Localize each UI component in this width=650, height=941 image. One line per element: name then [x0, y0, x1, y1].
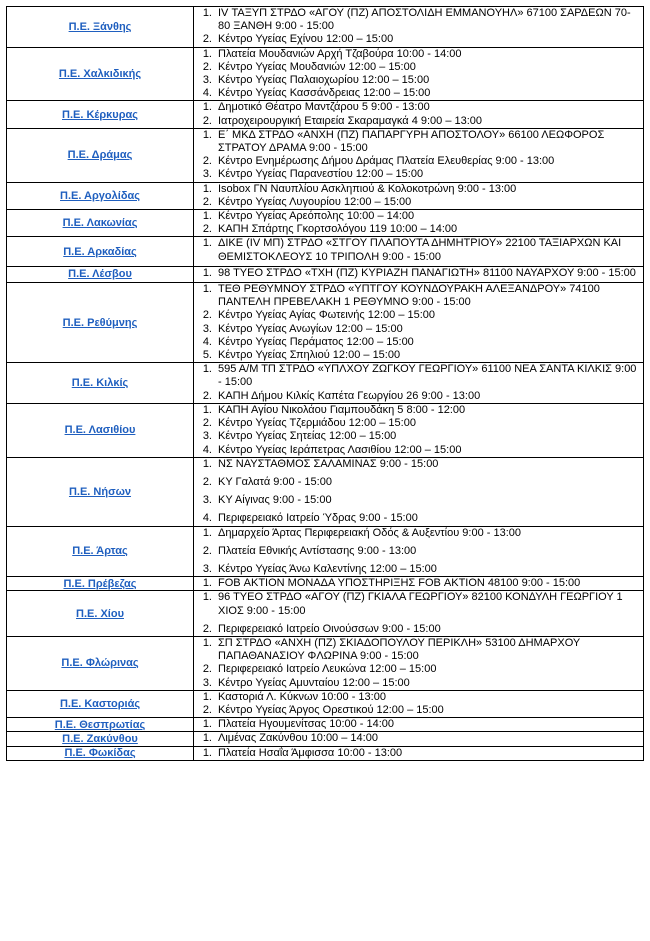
- item-number: 2.: [202, 417, 212, 430]
- location-item: [202, 87, 639, 100]
- locations-list: [194, 210, 643, 236]
- item-number: 2.: [202, 544, 212, 557]
- location-text: Κέντρο Υγείας Ιεράπετρας Λασιθίου 12:00 – 15:00: [218, 443, 462, 456]
- item-number: 3.: [202, 322, 212, 335]
- location-text: Κέντρο Υγείας Άργος Ορεστικού 12:00 – 15:00: [218, 703, 444, 716]
- locations-cell: [194, 7, 644, 48]
- table-row: [7, 732, 644, 746]
- locations-list: [194, 237, 643, 263]
- item-number: 1.: [202, 636, 212, 649]
- item-number: 1.: [202, 718, 212, 731]
- locations-list: [194, 718, 643, 731]
- locations-cell: [194, 237, 644, 266]
- item-number: 1.: [202, 7, 212, 19]
- location-text: Πλατεία Μουδανιών Αρχή Τζαβούρα 10:00 - 14:00: [218, 47, 462, 60]
- location-text: Κέντρο Υγείας Ανωγίων 12:00 – 15:00: [218, 322, 403, 335]
- unit-link[interactable]: Π.Ε. Πρέβεζας: [63, 577, 137, 590]
- location-text: Κέντρο Υγείας Μουδανιών 12:00 – 15:00: [218, 60, 416, 73]
- item-number: 2.: [202, 33, 212, 46]
- item-number: 3.: [202, 494, 212, 507]
- location-item: [202, 746, 639, 760]
- location-text: ΚΑΠΗ Σπάρτης Γκορτσολόγου 119 10:00 – 14:00: [218, 223, 458, 236]
- location-item: [202, 60, 639, 74]
- table-row: [7, 128, 644, 182]
- location-item: [202, 266, 639, 280]
- unit-link[interactable]: Π.Ε. Χίου: [76, 607, 124, 620]
- location-item: [202, 718, 639, 731]
- location-text: 595 Α/Μ ΤΠ ΣΤΡΔΟ «ΥΠΛΧΟΥ ΖΩΓΚΟΥ ΓΕΩΡΓΙΟΥ» 61100 ΝΕΑ ΣΑΝΤΑ ΚΙΛΚΙΣ 9:00 - 15:00: [218, 363, 637, 389]
- location-item: [202, 577, 639, 590]
- location-item: [202, 335, 639, 349]
- locations-cell: [194, 636, 644, 690]
- unit-cell: [7, 526, 194, 577]
- table-row: [7, 182, 644, 209]
- location-item: [202, 494, 639, 507]
- location-text: ΚΑΠΗ Αγίου Νικολάου Γιαμπουδάκη 5 8:00 - 12:00: [218, 403, 466, 416]
- item-number: 2.: [202, 195, 212, 208]
- locations-cell: [194, 690, 644, 717]
- locations-cell: [194, 718, 644, 732]
- item-number: 1.: [202, 128, 212, 141]
- location-item: [202, 544, 639, 558]
- item-number: 1.: [202, 101, 212, 114]
- location-text: Κέντρο Υγείας Κασσάνδρειας 12:00 – 15:00: [218, 87, 431, 100]
- location-text: Ε΄ ΜΚΔ ΣΤΡΔΟ «ΑΝΧΗ (ΠΖ) ΠΑΠΑΡΓΥΡΗ ΑΠΟΣΤΟΛΟΥ» 66100 ΛΕΩΦΟΡΟΣ ΣΤΡΑΤΟΥ ΔΡΑΜΑ 9:00 - 15:00: [218, 128, 605, 155]
- locations-cell: [194, 403, 644, 457]
- location-item: [202, 363, 639, 389]
- locations-list: [194, 458, 643, 526]
- locations-list: [194, 48, 643, 101]
- location-item: [202, 7, 639, 33]
- location-item: [202, 210, 639, 223]
- unit-link[interactable]: Π.Ε. Δράμας: [67, 149, 133, 162]
- location-item: [202, 47, 639, 61]
- unit-cell: [7, 690, 194, 717]
- table-row: [7, 718, 644, 732]
- locations-cell: [194, 210, 644, 237]
- locations-list: [194, 637, 643, 690]
- location-item: [202, 430, 639, 443]
- table-row: [7, 577, 644, 591]
- location-item: [202, 417, 639, 430]
- locations-list: [194, 527, 643, 577]
- locations-list: [194, 591, 643, 636]
- item-number: 2.: [202, 663, 212, 676]
- item-number: 2.: [202, 622, 212, 635]
- item-number: 2.: [202, 60, 212, 73]
- table-row: [7, 591, 644, 637]
- location-item: [202, 322, 639, 336]
- locations-cell: [194, 101, 644, 128]
- table-row: [7, 7, 644, 48]
- vaccination-locations-document: [6, 6, 644, 761]
- unit-cell: [7, 591, 194, 637]
- location-text: Δημαρχείο Άρτας Περιφερειακή Οδός & Αυξεντίου 9:00 - 13:00: [218, 526, 521, 539]
- unit-cell: [7, 101, 194, 128]
- location-item: [202, 283, 639, 309]
- item-number: 1.: [202, 403, 212, 416]
- location-text: Κέντρο Υγείας Παρανεστίου 12:00 – 15:00: [218, 168, 424, 181]
- unit-link[interactable]: Π.Ε. Άρτας: [72, 545, 128, 558]
- locations-list: [194, 129, 643, 182]
- unit-link[interactable]: Π.Ε. Νήσων: [68, 485, 132, 498]
- location-item: [202, 168, 639, 181]
- unit-link[interactable]: Π.Ε. Αρκαδίας: [63, 245, 137, 258]
- location-text: FOB ΑΚΤΙΟΝ ΜΟΝΑΔΑ ΥΠΟΣΤΗΡΙΞΗΣ FOB ΑΚΤΙΟΝ 48100 9:00 - 15:00: [218, 577, 581, 590]
- location-item: [202, 182, 639, 196]
- locations-table-body: [7, 7, 644, 761]
- location-text: ΚΑΠΗ Δήμου Κιλκίς Καπέτα Γεωργίου 26 9:00 - 13:00: [218, 389, 481, 402]
- location-text: Κέντρο Ενημέρωσης Δήμου Δράμας Πλατεία Ελευθερίας 9:00 - 13:00: [218, 155, 555, 168]
- location-item: [202, 74, 639, 87]
- location-text: Λιμένας Ζακύνθου 10:00 – 14:00: [218, 732, 378, 745]
- item-number: 1.: [202, 182, 212, 195]
- location-text: Δημοτικό Θέατρο Μαντζάρου 5 9:00 - 13:00: [218, 101, 430, 114]
- location-item: [202, 676, 639, 690]
- item-number: 3.: [202, 168, 212, 181]
- unit-link[interactable]: Π.Ε. Κιλκίς: [71, 377, 129, 390]
- unit-cell: [7, 718, 194, 732]
- item-number: 1.: [202, 210, 212, 223]
- table-row: [7, 457, 644, 526]
- unit-link[interactable]: Π.Ε. Κέρκυρας: [62, 108, 138, 121]
- location-text: Κέντρο Υγείας Αγίας Φωτεινής 12:00 – 15:00: [218, 309, 436, 322]
- table-row: [7, 266, 644, 282]
- unit-cell: [7, 47, 194, 101]
- location-item: [202, 732, 639, 745]
- item-number: 2.: [202, 703, 212, 716]
- item-number: 1.: [202, 266, 212, 279]
- table-row: [7, 403, 644, 457]
- locations-list: [194, 267, 643, 280]
- locations-cell: [194, 591, 644, 637]
- table-row: [7, 363, 644, 404]
- location-text: Πλατεία Ηγουμενίτσας 10:00 - 14:00: [218, 718, 395, 731]
- location-item: [202, 526, 639, 540]
- unit-cell: [7, 266, 194, 282]
- location-text: ΤΕΘ ΡΕΘΥΜΝΟΥ ΣΤΡΔΟ «ΥΠΤΓΟΥ ΚΟΥΝΔΟΥΡΑΚΗ ΑΛΕΞΑΝΔΡΟΥ» 74100 ΠΑΝΤΕΛΗ ΠΡΕΒΕΛΑΚΗ 1 ΡΕΘΥΜΝΟ 9:00 - 15:00: [218, 283, 600, 309]
- table-row: [7, 746, 644, 760]
- table-row: [7, 690, 644, 717]
- table-row: [7, 210, 644, 237]
- locations-list: [194, 101, 643, 127]
- table-row: [7, 237, 644, 266]
- item-number: 4.: [202, 87, 212, 100]
- location-text: Πλατεία Ησαΐα Άμφισσα 10:00 - 13:00: [218, 746, 403, 759]
- locations-cell: [194, 746, 644, 760]
- unit-cell: [7, 457, 194, 526]
- unit-link[interactable]: Π.Ε. Λακωνίας: [62, 217, 138, 230]
- item-number: 2.: [202, 389, 212, 402]
- location-text: 96 ΤΥΕΟ ΣΤΡΔΟ «ΑΓΟΥ (ΠΖ) ΓΚΙΑΛΑ ΓΕΩΡΓΙΟΥ» 82100 ΚΟΝΔΥΛΗ ΓΕΩΡΓΙΟΥ 1 ΧΙΟΣ 9:00 - 15:00: [218, 591, 623, 617]
- unit-link[interactable]: Π.Ε. Καστοριάς: [59, 697, 141, 710]
- location-text: ΝΣ ΝΑΥΣΤΑΘΜΟΣ ΣΑΛΑΜΙΝΑΣ 9:00 - 15:00: [218, 457, 439, 470]
- location-text: IV ΤΑΞΥΠ ΣΤΡΔΟ «ΑΓΟΥ (ΠΖ) ΑΠΟΣΤΟΛΙΔΗ ΕΜΜΑΝΟΥΗΛ» 67100 ΣΑΡΔΕΩΝ 70-80 ΞΑΝΘΗ 9:00 - 15:00: [218, 7, 631, 33]
- item-number: 2.: [202, 475, 212, 488]
- location-text: Κέντρο Υγείας Εχίνου 12:00 – 15:00: [218, 33, 394, 46]
- item-number: 3.: [202, 562, 212, 575]
- locations-list: [194, 747, 643, 760]
- location-text: Κέντρο Υγείας Αμυνταίου 12:00 – 15:00: [218, 676, 410, 689]
- table-row: [7, 526, 644, 577]
- item-number: 2.: [202, 155, 212, 168]
- locations-cell: [194, 283, 644, 363]
- unit-cell: [7, 403, 194, 457]
- locations-cell: [194, 457, 644, 526]
- item-number: 1.: [202, 577, 212, 590]
- locations-cell: [194, 128, 644, 182]
- table-row: [7, 636, 644, 690]
- item-number: 1.: [202, 363, 212, 376]
- location-text: Isobox ΓΝ Ναυπλίου Ασκληπιού & Κολοκοτρώνη 9:00 - 13:00: [218, 182, 517, 195]
- location-item: [202, 309, 639, 322]
- locations-list: [194, 283, 643, 362]
- unit-link[interactable]: Π.Ε. Φλώρινας: [61, 657, 139, 670]
- unit-cell: [7, 636, 194, 690]
- item-number: 4.: [202, 512, 212, 525]
- location-item: [202, 389, 639, 403]
- locations-list: [194, 691, 643, 717]
- unit-link[interactable]: Π.Ε. Ζακύνθου: [62, 732, 138, 745]
- location-item: [202, 591, 639, 617]
- location-item: [202, 101, 639, 114]
- item-number: 2.: [202, 309, 212, 322]
- unit-cell: [7, 363, 194, 404]
- unit-link[interactable]: Π.Ε. Λασιθίου: [64, 424, 136, 437]
- location-item: [202, 155, 639, 168]
- unit-cell: [7, 577, 194, 591]
- locations-list: [194, 363, 643, 403]
- locations-list: [194, 404, 643, 457]
- unit-cell: [7, 746, 194, 760]
- table-row: [7, 283, 644, 363]
- location-text: Ιατροχειρουργική Εταιρεία Σκαραμαγκά 4 9:00 – 13:00: [218, 114, 483, 127]
- location-text: Περιφερειακό Ιατρείο Ύδρας 9:00 - 15:00: [218, 512, 418, 525]
- location-text: Κέντρο Υγείας Λυγουρίου 12:00 – 15:00: [218, 195, 412, 208]
- location-item: [202, 475, 639, 489]
- location-text: Κέντρο Υγείας Άνω Καλεντίνης 12:00 – 15:00: [218, 562, 437, 575]
- item-number: 1.: [202, 690, 212, 703]
- item-number: 3.: [202, 676, 212, 689]
- locations-list: [194, 577, 643, 590]
- location-text: Κέντρο Υγείας Περάματος 12:00 – 15:00: [218, 335, 414, 348]
- unit-cell: [7, 283, 194, 363]
- location-text: ΚΥ Γαλατά 9:00 - 15:00: [218, 475, 332, 488]
- unit-link[interactable]: Π.Ε. Χαλκιδικής: [58, 68, 142, 81]
- locations-cell: [194, 182, 644, 209]
- locations-list: [194, 732, 643, 745]
- locations-cell: [194, 577, 644, 591]
- item-number: 1.: [202, 47, 212, 60]
- location-item: [202, 622, 639, 636]
- location-text: ΚΥ Αίγινας 9:00 - 15:00: [218, 494, 332, 507]
- locations-cell: [194, 363, 644, 404]
- unit-cell: [7, 182, 194, 209]
- location-item: [202, 33, 639, 46]
- location-text: Περιφερειακό Ιατρείο Οινούσσων 9:00 - 15:00: [218, 622, 441, 635]
- location-text: 98 ΤΥΕΟ ΣΤΡΔΟ «ΤΧΗ (ΠΖ) ΚΥΡΙΑΖΗ ΠΑΝΑΓΙΩΤΗ» 81100 ΝΑΥΑΡΧΟΥ 9:00 - 15:00: [218, 266, 636, 279]
- location-item: [202, 114, 639, 128]
- location-item: [202, 223, 639, 236]
- locations-cell: [194, 266, 644, 282]
- locations-cell: [194, 732, 644, 746]
- unit-cell: [7, 128, 194, 182]
- item-number: 1.: [202, 732, 212, 745]
- item-number: 4.: [202, 443, 212, 456]
- item-number: 1.: [202, 457, 212, 470]
- item-number: 1.: [202, 591, 212, 604]
- location-item: [202, 443, 639, 457]
- location-text: ΣΠ ΣΤΡΔΟ «ΑΝΧΗ (ΠΖ) ΣΚΙΑΔΟΠΟΥΛΟΥ ΠΕΡΙΚΛΗ» 53100 ΔΗΜΑΡΧΟΥ ΠΑΠΑΘΑΝΑΣΙΟΥ ΦΛΩΡΙΝΑ 9:00 - 15:00: [218, 636, 581, 663]
- unit-cell: [7, 210, 194, 237]
- unit-cell: [7, 7, 194, 48]
- unit-link[interactable]: Π.Ε. Αργολίδας: [60, 189, 140, 202]
- item-number: 3.: [202, 74, 212, 87]
- item-number: 2.: [202, 114, 212, 127]
- item-number: 1.: [202, 237, 212, 250]
- table-row: [7, 47, 644, 101]
- location-item: [202, 562, 639, 576]
- item-number: 1.: [202, 746, 212, 759]
- unit-link[interactable]: Π.Ε. Ξάνθης: [68, 20, 132, 33]
- location-text: Περιφερειακό Ιατρείο Λευκώνα 12:00 – 15:00: [218, 663, 437, 676]
- location-text: Κέντρο Υγείας Τζερμιάδου 12:00 – 15:00: [218, 417, 416, 430]
- location-text: ΔΙΚΕ (IV ΜΠ) ΣΤΡΔΟ «ΣΤΓΟΥ ΠΛΑΠΟΥΤΑ ΔΗΜΗΤΡΙΟΥ» 22100 ΤΑΞΙΑΡΧΩΝ ΚΑΙ ΘΕΜΙΣΤΟΚΛΕΟΥΣ 10 ΤΡΙΠΟΛΗ 9:00 - 15:00: [218, 237, 622, 263]
- location-text: Κέντρο Υγείας Σπηλιού 12:00 – 15:00: [218, 349, 401, 362]
- location-text: Κέντρο Υγείας Αρεόπολης 10:00 – 14:00: [218, 210, 415, 223]
- locations-list: [194, 183, 643, 209]
- location-text: Κέντρο Υγείας Παλαιοχωρίου 12:00 – 15:00: [218, 74, 430, 87]
- locations-cell: [194, 47, 644, 101]
- item-number: 2.: [202, 223, 212, 236]
- unit-link[interactable]: Π.Ε. Θεσπρωτίας: [54, 718, 146, 731]
- unit-link[interactable]: Π.Ε. Φωκίδας: [64, 747, 136, 760]
- item-number: 1.: [202, 526, 212, 539]
- unit-cell: [7, 237, 194, 266]
- locations-list: [194, 7, 643, 47]
- table-row: [7, 101, 644, 128]
- unit-cell: [7, 732, 194, 746]
- item-number: 1.: [202, 283, 212, 296]
- location-text: Καστοριά Λ. Κύκνων 10:00 - 13:00: [218, 690, 386, 703]
- location-text: Κέντρο Υγείας Σητείας 12:00 – 15:00: [218, 430, 397, 443]
- location-item: [202, 703, 639, 717]
- location-item: [202, 690, 639, 704]
- unit-link[interactable]: Π.Ε. Λέσβου: [68, 268, 132, 281]
- location-item: [202, 403, 639, 417]
- locations-cell: [194, 526, 644, 577]
- unit-link[interactable]: Π.Ε. Ρεθύμνης: [62, 316, 138, 329]
- location-item: [202, 663, 639, 676]
- item-number: 5.: [202, 349, 212, 362]
- location-item: [202, 128, 639, 155]
- location-item: [202, 349, 639, 362]
- locations-table: [6, 6, 644, 761]
- location-item: [202, 457, 639, 471]
- location-item: [202, 195, 639, 209]
- location-text: Πλατεία Εθνικής Αντίστασης 9:00 - 13:00: [218, 544, 417, 557]
- location-item: [202, 636, 639, 663]
- location-item: [202, 237, 639, 263]
- item-number: 3.: [202, 430, 212, 443]
- item-number: 4.: [202, 335, 212, 348]
- location-item: [202, 512, 639, 525]
